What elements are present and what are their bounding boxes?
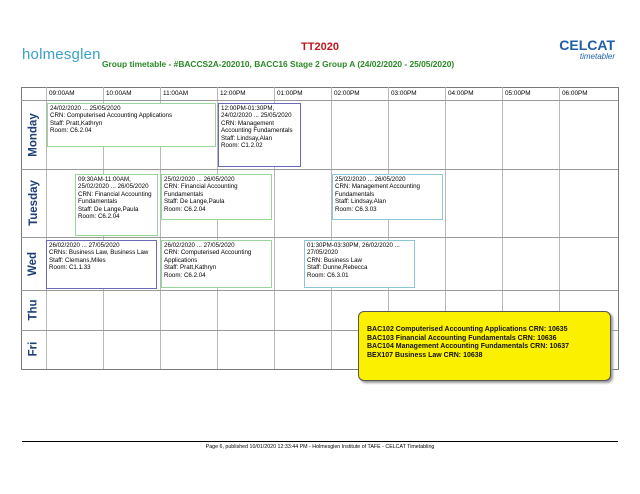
- day-label-tuesday: Tuesday: [27, 180, 40, 226]
- event-block[interactable]: 01:30PM-03:30PM, 26/02/2020 ... 27/05/2020 CRN: Business Law Staff: Dunne,Rebecca Room: C6.3.01: [304, 240, 415, 288]
- footer-divider: [22, 441, 618, 442]
- event-block[interactable]: 24/02/2020 ... 25/05/2020 CRN: Computerised Accounting Applications Staff: Pratt,Kathryn Room: C6.2.04: [47, 103, 216, 147]
- grid-divider: [331, 87, 332, 369]
- event-block[interactable]: 26/02/2020 ... 27/05/2020 CRN: Computerised Accounting Applications Staff: Pratt,Kathryn Room: C6.2.04: [161, 240, 272, 288]
- time-header: 06:00PM: [562, 90, 588, 97]
- legend-item: BAC104 Management Accounting Fundamentals CRN: 10637: [367, 343, 570, 351]
- celcat-tagline: timetabler: [579, 52, 615, 61]
- celcat-logo: [537, 38, 615, 61]
- grid-divider: [21, 100, 618, 101]
- page-footer: Page 6, published 10/01/2020 12:33:44 PM - Holmesglen Institute of TAFE - CELCAT Timetabling: [205, 444, 435, 450]
- time-header: 03:00PM: [391, 90, 417, 97]
- grid-divider: [21, 169, 618, 170]
- time-header: 01:00PM: [277, 90, 303, 97]
- time-header: 04:00PM: [448, 90, 474, 97]
- page-title: TT2020: [301, 41, 339, 53]
- event-block[interactable]: 25/02/2020 ... 26/05/2020 CRN: Financial Accounting Fundamentals Staff: De Lange,Paula Room: C6.2.04: [161, 174, 272, 220]
- celcat-brand-name: CELCAT: [559, 37, 615, 53]
- time-header: 09:00AM: [49, 90, 75, 97]
- timetable-subtitle: Group timetable - #BACCS2A-202010, BACC16 Stage 2 Group A (24/02/2020 - 25/05/2020): [102, 59, 455, 69]
- day-label-thursday: Thu: [27, 299, 40, 321]
- event-block[interactable]: 26/02/2020 ... 27/05/2020 CRNs: Business Law, Business Law Staff: Clemans,Miles Room: C1.1.33: [46, 240, 157, 289]
- legend-item: BAC102 Computerised Accounting Applications CRN: 10635: [367, 326, 568, 333]
- holmesglen-logo: holmesglen: [22, 46, 101, 63]
- time-header: 11:00AM: [163, 90, 189, 97]
- legend-item: BEX107 Business Law CRN: 10638: [367, 351, 483, 359]
- grid-divider: [21, 237, 618, 238]
- day-label-wednesday: Wed: [27, 251, 40, 276]
- time-header: 12:00PM: [220, 90, 246, 97]
- time-header: 05:00PM: [505, 90, 531, 97]
- event-block[interactable]: 09:30AM-11:00AM, 25/02/2020 ... 26/05/2020 CRN: Financial Accounting Fundamentals Staff: De Lange,Paula Room: C6.2.04: [75, 174, 158, 236]
- legend-item: BAC103 Financial Accounting Fundamentals CRN: 10636: [367, 334, 557, 342]
- time-header: 10:00AM: [106, 90, 132, 97]
- day-label-friday: Fri: [27, 341, 40, 357]
- event-block[interactable]: 25/02/2020 ... 26/05/2020 CRN: Management Accounting Fundamentals Staff: Lindsay,Alan Room: C6.3.03: [332, 174, 443, 220]
- grid-divider: [21, 290, 618, 291]
- day-label-monday: Monday: [27, 112, 40, 157]
- course-legend: [358, 311, 611, 381]
- event-block[interactable]: 12:00PM-01:30PM, 24/02/2020 ... 25/05/2020 CRN: Management Accounting Fundamentals Staff: Lindsay,Alan Room: C1.2.02: [218, 103, 301, 167]
- time-header: 02:00PM: [334, 90, 360, 97]
